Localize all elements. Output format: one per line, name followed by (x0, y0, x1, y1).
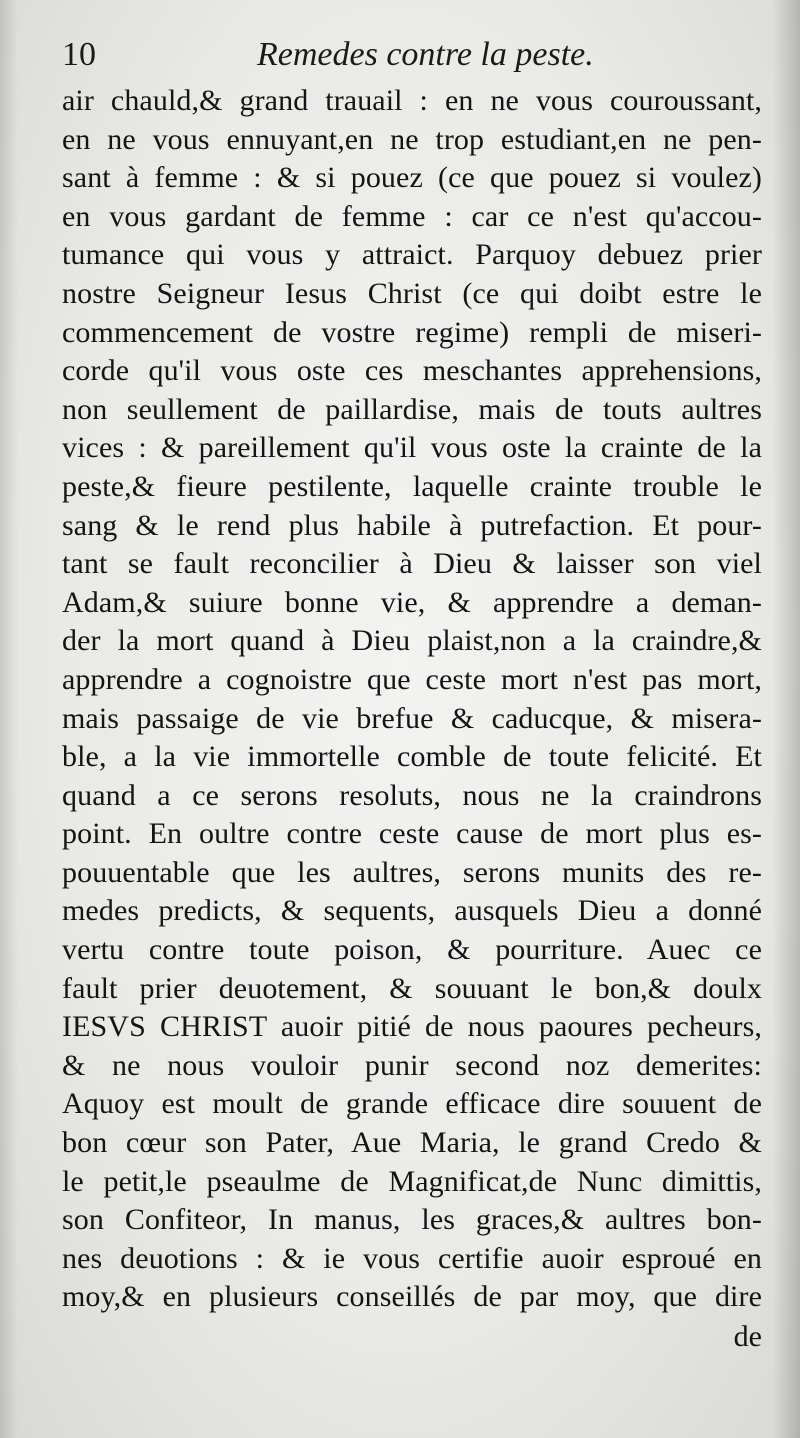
page-number: 10 (62, 36, 96, 73)
page-edge-right (772, 0, 800, 1438)
text-line: medes predicts, & sequents, ausquels Dieu a donné (62, 894, 762, 928)
text-line: pouuentable que les aultres, serons munits des re- (62, 855, 762, 889)
text-line: nes deuotions : & ie vous certifie auoir esproué en (62, 1241, 762, 1275)
text-line: tumance qui vous y attraict. Parquoy debuez prier (62, 238, 762, 272)
text-line: quand a ce serons resoluts, nous ne la craindrons (62, 778, 762, 812)
body-text (62, 82, 762, 1317)
text-line: bon cœur son Pater, Aue Maria, le grand Credo & (62, 1126, 762, 1160)
page-header (62, 36, 762, 84)
text-line: vices : & pareillement qu'il vous oste la crainte de la (62, 431, 762, 465)
text-line: vertu contre toute poison, & pourriture. Auec ce (62, 933, 762, 967)
text-line: & ne nous vouloir punir second noz demerites: (62, 1048, 762, 1082)
text-line: en ne vous ennuyant,en ne trop estudiant,en ne pen- (62, 122, 762, 156)
catchword: de (733, 1320, 762, 1353)
text-line: IESVS CHRIST auoir pitié de nous paoures pecheurs, (62, 1010, 762, 1044)
text-line: en vous gardant de femme : car ce n'est qu'accou- (62, 199, 762, 233)
text-line: le petit,le pseaulme de Magnificat,de Nunc dimittis, (62, 1164, 762, 1198)
text-line: air chauld,& grand trauail : en ne vous couroussant, (62, 84, 762, 117)
text-line: point. En oultre contre ceste cause de mort plus es- (62, 817, 762, 851)
text-line: nostre Seigneur Iesus Christ (ce qui doibt estre le (62, 276, 762, 310)
text-line: Adam,& suiure bonne vie, & apprendre a deman- (62, 585, 762, 619)
text-line: mais passaige de vie brefue & caducque, & misera- (62, 701, 762, 735)
text-line: tant se fault reconcilier à Dieu & laisser son viel (62, 547, 762, 581)
text-line: peste,& fieure pestilente, laquelle crainte trouble le (62, 469, 762, 503)
text-line: fault prier deuotement, & souuant le bon,& doulx (62, 971, 762, 1005)
text-line: non seullement de paillardise, mais de touts aultres (62, 392, 762, 426)
text-line: moy,& en plusieurs conseillés de par moy, que dire (62, 1280, 762, 1314)
running-title: Remedes contre la peste. (257, 36, 594, 73)
text-line: sant à femme : & si pouez (ce que pouez si voulez) (62, 161, 762, 195)
text-line: ble, a la vie immortelle comble de toute felicité. Et (62, 740, 762, 774)
page-edge-left (0, 0, 18, 1438)
text-line: corde qu'il vous oste ces meschantes apprehensions, (62, 354, 762, 388)
text-line: apprendre a cognoistre que ceste mort n'est pas mort, (62, 662, 762, 696)
text-line: sang & le rend plus habile à putrefaction. Et pour- (62, 508, 762, 542)
text-line: commencement de vostre regime) rempli de miseri- (62, 315, 762, 349)
text-line: son Confiteor, In manus, les graces,& aultres bon- (62, 1203, 762, 1237)
text-line: Aquoy est moult de grande efficace dire souuent de (62, 1087, 762, 1121)
text-line: der la mort quand à Dieu plaist,non a la craindre,& (62, 624, 762, 658)
